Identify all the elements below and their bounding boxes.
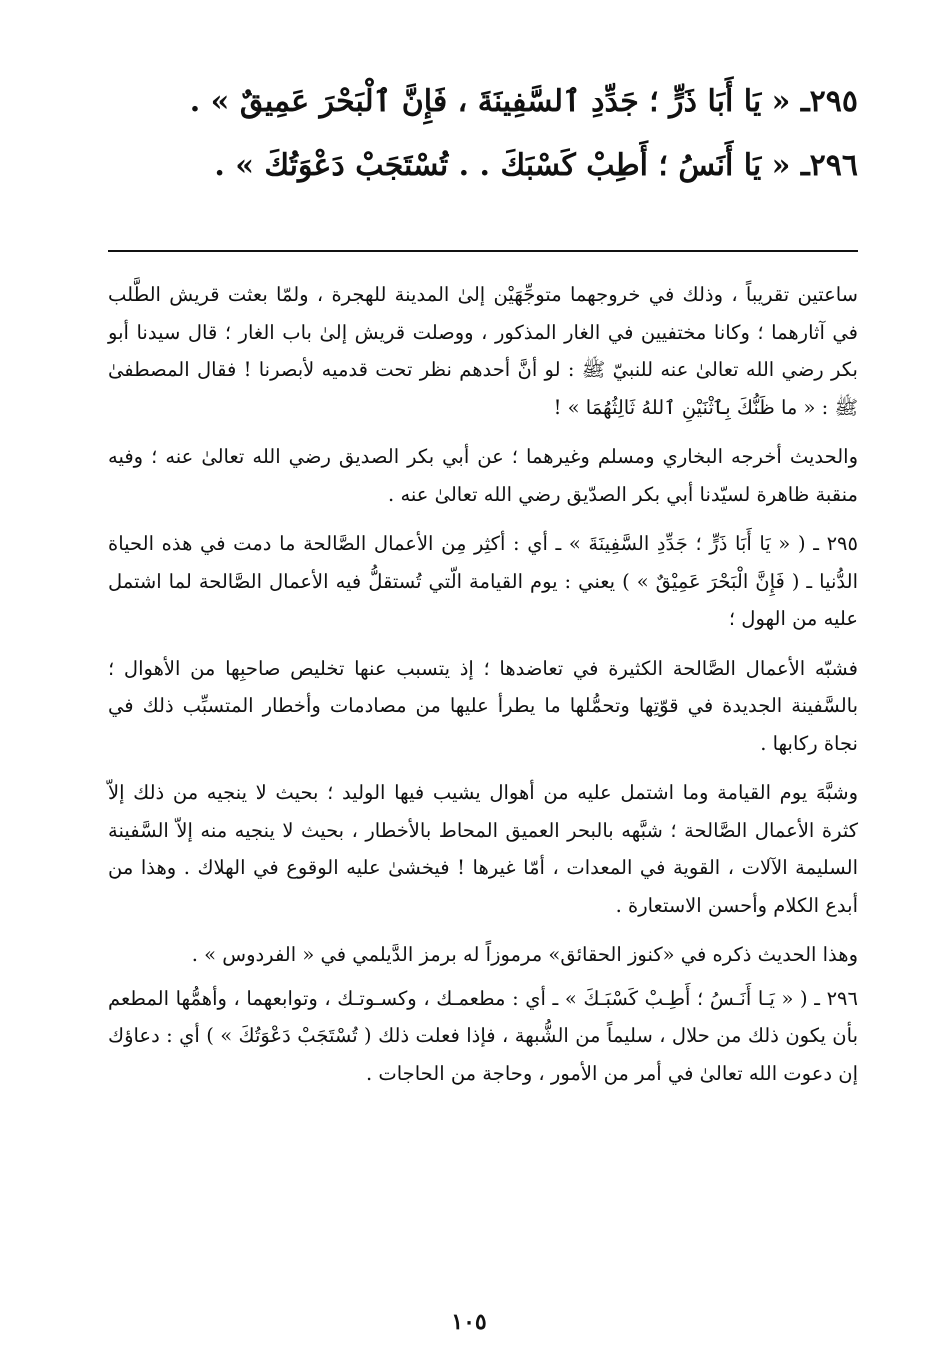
header-divider <box>108 250 858 252</box>
page-number: ١٠٥ <box>451 1309 487 1335</box>
paragraph-296-explanation: ٢٩٦ ـ ( « يَـا أَنَـسُ ؛ أَطِـبْ كَسْبَـكَ » ـ أي : مطعمـك ، وكسـوتـك ، وتوابعهما ، وأهمُّها المطعم بأن يكون ذلك من حلال ، سليماً من الشُّبهة ، فإذا فعلت ذلك ( تُسْتَجَبْ دَعْوَتُكَ » ) أي : دعاؤك إن دعوت الله تعالىٰ في أمر من الأمور ، وحاجة من الحاجات . <box>108 986 858 1085</box>
hadith-295-header: ٢٩٥ـ « يَا أَبَا ذَرٍّ ؛ جَدِّدِ ٱلسَّفِينَةَ ، فَإِنَّ ٱلْبَحْرَ عَمِيقٌ » . <box>189 84 858 119</box>
paragraph-cave-story: ساعتين تقريباً ، وذلك في خروجهما متوجِّهَيْن إلىٰ المدينة للهجرة ، ولمّا بعثت قريش الطَّلب في آثارهما ؛ وكانا مختفيين في الغار المذكور ، ووصلت قريش إلىٰ باب الغار ؛ قال سيدنا أبو بكر رضي الله تعالىٰ عنه للنبيّ ﷺ : لو أنَّ أحدهم نظر تحت قدميه لأبصرنا ! فقال المصطفىٰ ﷺ : « ما ظَنُّكَ بِٱثْنَيْنِ ٱللهُ ثَالِثُهُمَا » ! <box>108 283 858 419</box>
paragraph-sea-analogy: وشبَّهَ يوم القيامة وما اشتمل عليه من أهوال يشيب فيها الوليد ؛ بحيث لا ينجيه من ذلك إلاّ كثرة الأعمال الصَّالحة ؛ شبَّهه بالبحر العميق المحاط بالأخطار ، بحيث لا ينجيه منه إلاّ السَّفينة السليمة الآلات ، القوية في المعدات ، أمّا غيرها ! فيخشىٰ عليه الوقوع في الهلاك . وهذا من أبدع الكلام وأحسن الاستعارة . <box>108 781 858 917</box>
paragraph-ship-analogy: فشبّه الأعمال الصَّالحة الكثيرة في تعاضدها ؛ إذ يتسبب عنها تخليص صاحبِها من الأهوال ؛ بالسَّفينة الجديدة في قوّتِها وتحمُّلها ما يطرأ عليها من مصادمات وأخطار المتسبِّب ذلك في نجاة ركابها . <box>108 656 859 755</box>
hadith-296-header: ٢٩٦ـ « يَا أَنَسُ ؛ أَطِبْ كَسْبَكَ . . تُسْتَجَبْ دَعْوَتُكَ » . <box>214 148 858 183</box>
commentary-body <box>108 276 858 1092</box>
paragraph-hadith-source: والحديث أخرجه البخاري ومسلم وغيرهما ؛ عن أبي بكر الصديق رضي الله تعالىٰ عنه ؛ وفيه منقبة ظاهرة لسيّدنا أبي بكر الصدّيق رضي الله تعالىٰ عنه . <box>108 445 858 506</box>
paragraph-295-source: وهذا الحديث ذكره في «كنوز الحقائق» مرموزاً له برمز الدَّيلمي في « الفردوس » . <box>191 943 858 966</box>
paragraph-295-explanation: ٢٩٥ ـ ( « يَا أَبَا ذَرٍّ ؛ جَدِّدِ السَّفِينَةَ » ـ أي : أكثِر مِن الأعمال الصَّالحة ما دمت في هذه الحياة الدُّنيا ـ ( فَإِنَّ الْبَحْرَ عَمِيْقٌ » ) يعني : يوم القيامة الّتي تُستقلُّ فيه الأعمال الصَّالحة لما اشتمل عليه من الهول ؛ <box>108 532 858 630</box>
